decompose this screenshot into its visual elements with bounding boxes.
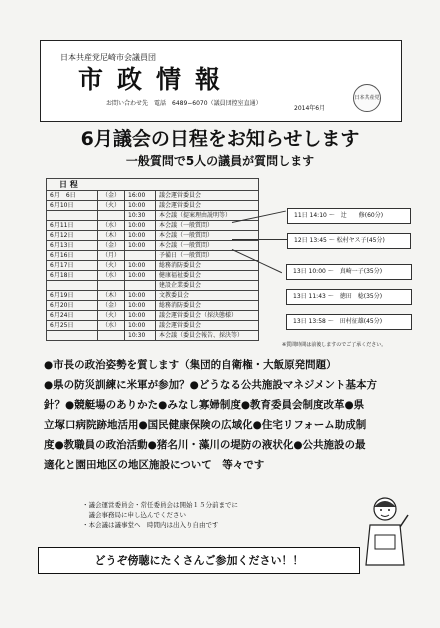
topics-line: 立塚口病院跡地活用●国民健康保険の広域化●住宅リフォーム助成制 (44, 419, 367, 431)
schedule-date (47, 211, 98, 221)
schedule-date (47, 281, 98, 291)
schedule-date: 6月 6日 (47, 191, 98, 201)
schedule-event: 本会議（一般質問） (156, 241, 259, 251)
schedule-time: 10:00 (125, 321, 156, 331)
schedule-day: （水） (98, 271, 125, 281)
schedule-day (98, 331, 125, 341)
schedule-event: 議会運営委員会 (156, 191, 259, 201)
schedule-table (46, 178, 259, 341)
contact-info: お問い合わせ先 電話 6489−6070（議員団控室直通） (106, 100, 262, 107)
schedule-event: 総務消防委員会 (156, 261, 259, 271)
schedule-event: 総務消防委員会 (156, 301, 259, 311)
note-line: ・本会議は議事堂へ 時間内は出入り自由です (82, 521, 219, 529)
schedule-time: 10:00 (125, 311, 156, 321)
schedule-row (47, 261, 259, 271)
topics-text (44, 355, 399, 475)
schedule-day: （火） (98, 261, 125, 271)
topics-line: 度●教職員の政治活動●猪名川・藻川の堤防の液状化●公共施設の最 (44, 439, 366, 451)
schedule-row (47, 311, 259, 321)
schedule-time: 10:00 (125, 261, 156, 271)
schedule-event: 文教委員会 (156, 291, 259, 301)
schedule-date: 6月24日 (47, 311, 98, 321)
schedule-time: 10:30 (125, 211, 156, 221)
schedule-event: 議会運営委員会 (156, 321, 259, 331)
schedule-time: 10:30 (125, 331, 156, 341)
schedule-row (47, 211, 259, 221)
schedule-day: （金） (98, 241, 125, 251)
note-line: 議会事務局に申し込んでください (82, 511, 186, 519)
schedule-row (47, 331, 259, 341)
schedule-day: （水） (98, 321, 125, 331)
attendance-notes (82, 500, 238, 530)
schedule-time: 10:00 (125, 271, 156, 281)
schedule-row (47, 241, 259, 251)
schedule-date: 6月20日 (47, 301, 98, 311)
person-illustration-icon (360, 495, 410, 571)
schedule-date: 6月19日 (47, 291, 98, 301)
schedule-event: 本会議（提案理由説明等） (156, 211, 259, 221)
topics-line: 適化と園田地区の地区施設について 等々です (44, 459, 265, 471)
schedule-time: 10:00 (125, 221, 156, 231)
schedule-day: （火） (98, 311, 125, 321)
issue-date: 2014年6月 (294, 105, 326, 112)
schedule-date: 6月18日 (47, 271, 98, 281)
schedule-day: （水） (98, 221, 125, 231)
schedule-day (98, 281, 125, 291)
schedule-day: （金） (98, 191, 125, 201)
schedule-date: 6月12日 (47, 231, 98, 241)
topics-line: ●市長の政治姿勢を質します（集団的自衛権・大飯原発問題） (44, 359, 337, 371)
schedule-event: 本会議（一般質問） (156, 231, 259, 241)
questioner-box: 13日 10:00 〜 真崎一子(35分) (286, 264, 412, 280)
schedule-time: 10:00 (125, 291, 156, 301)
schedule-date: 6月11日 (47, 221, 98, 231)
invitation-banner: どうぞ傍聴にたくさんご参加ください！！ (38, 547, 360, 574)
page-title: 市政情報 (78, 65, 235, 94)
questioner-box: 12日 13:45 〜 松村ヤス子(45分) (287, 233, 411, 249)
schedule-time (125, 251, 156, 261)
schedule-time: 16:00 (125, 191, 156, 201)
topics-line: 針？●競艇場のありかた●みなし寡婦制度●教育委員会制度改革●県 (44, 399, 365, 411)
topics-line: ●県の防災訓練に米軍が参加？●どうなる公共施設マネジメント基本方 (44, 379, 378, 391)
schedule-date: 6月10日 (47, 201, 98, 211)
schedule-event: 健康福祉委員会 (156, 271, 259, 281)
schedule-row (47, 281, 259, 291)
schedule-row (47, 201, 259, 211)
schedule-event: 本会議（委員会報告、採決等） (156, 331, 259, 341)
schedule-row (47, 221, 259, 231)
note-line: ・議会運営委員会・常任委員会は開始１５分前までに (82, 501, 238, 509)
schedule-row (47, 231, 259, 241)
schedule-day: （木） (98, 291, 125, 301)
schedule-event: 議会運営委員会 (156, 201, 259, 211)
schedule-row (47, 321, 259, 331)
schedule-day (98, 211, 125, 221)
schedule-date: 6月17日 (47, 261, 98, 271)
arrow-line (232, 239, 287, 240)
questioner-note: ※質問時間は前後しますのでご了承ください。 (282, 342, 387, 348)
subheadline: 一般質問で5人の議員が質問します (125, 154, 315, 168)
schedule-date: 6月16日 (47, 251, 98, 261)
schedule-time: 10:00 (125, 301, 156, 311)
questioner-box: 13日 11:43 〜 徳田 稔(35分) (286, 289, 412, 305)
schedule-row (47, 271, 259, 281)
schedule-day: （金） (98, 301, 125, 311)
schedule-event: 本会議（一般質問） (156, 221, 259, 231)
schedule-row (47, 301, 259, 311)
schedule-row (47, 291, 259, 301)
schedule-header: 日 程 (47, 179, 259, 191)
schedule-time: 10:00 (125, 201, 156, 211)
questioner-box: 13日 13:58 〜 田村征雄(45分) (286, 314, 412, 330)
schedule-time: 10:00 (125, 241, 156, 251)
schedule-time (125, 281, 156, 291)
questioner-box: 11日 14:10 〜 辻 修(60分) (287, 208, 411, 224)
schedule-row (47, 251, 259, 261)
schedule-event: 建設企業委員会 (156, 281, 259, 291)
schedule-day: （木） (98, 231, 125, 241)
schedule-date: 6月25日 (47, 321, 98, 331)
schedule-event: 予備日（一般質問） (156, 251, 259, 261)
schedule-day: （月） (98, 251, 125, 261)
party-logo-icon: 日本共産党 (353, 84, 381, 112)
schedule-day: （火） (98, 201, 125, 211)
schedule-date (47, 331, 98, 341)
organization-name: 日本共産党尼崎市会議員団 (60, 53, 156, 62)
headline: 6月議会の日程をお知らせします (80, 128, 360, 150)
schedule-time: 10:00 (125, 231, 156, 241)
schedule-event: 議会運営委員会（採決態様） (156, 311, 259, 321)
schedule-row (47, 191, 259, 201)
schedule-date: 6月13日 (47, 241, 98, 251)
